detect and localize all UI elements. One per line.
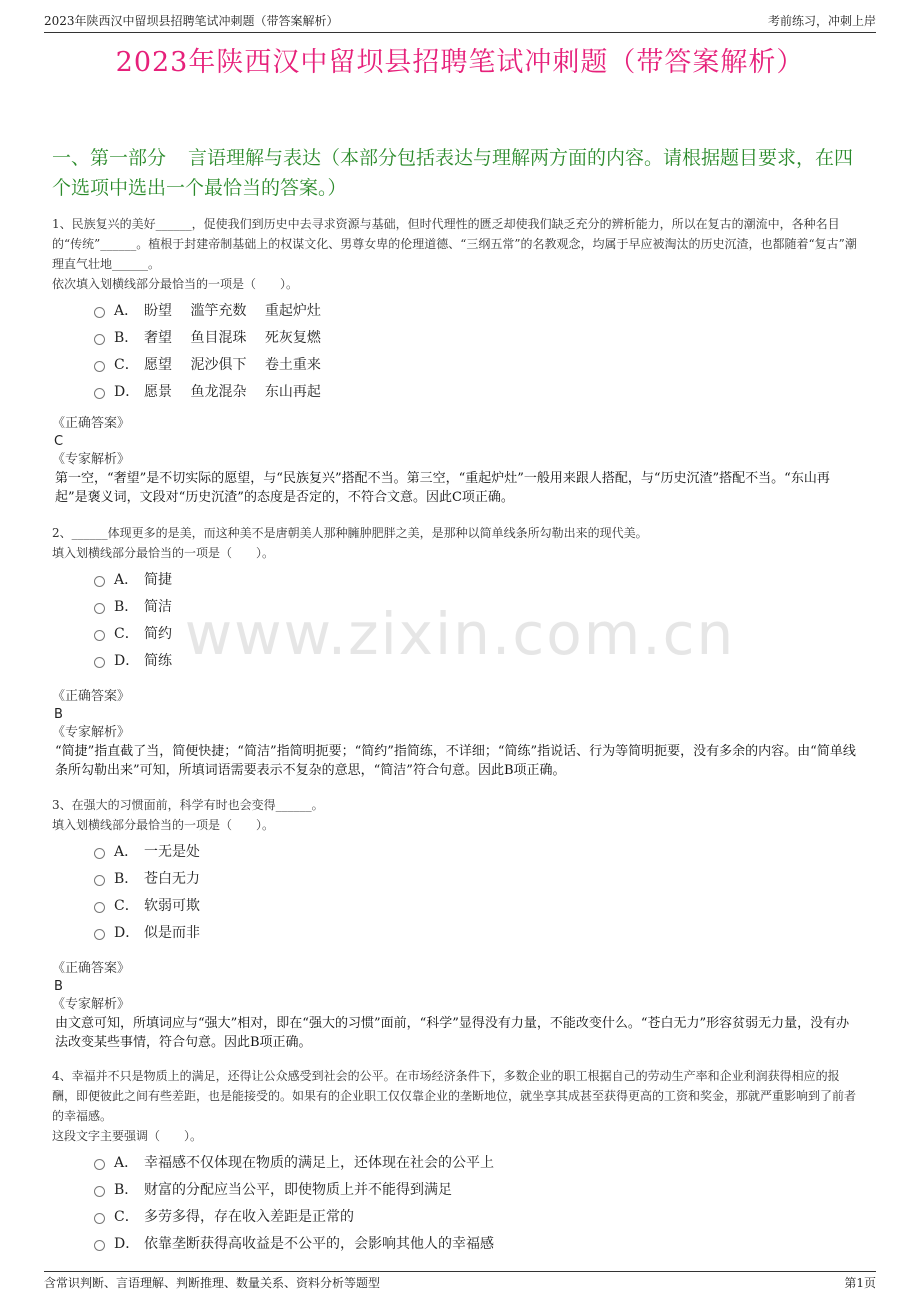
- option-letter: C．: [114, 898, 139, 914]
- option-text: 愿望 泥沙俱下 卷土重来: [144, 357, 321, 373]
- document-title: 2023年陕西汉中留坝县招聘笔试冲刺题（带答案解析）: [115, 47, 805, 78]
- option-letter: D．: [114, 925, 140, 941]
- expert-analysis: “简捷”指直截了当，简便快捷；“简洁”指简明扼要；“简约”指简练，不详细；“简练”指说话、行为等简明扼要，没有多余的内容。由“简单线条所勾勒出来”可知，所填词语需要表示不复杂的意思，“简洁”符合句意。因此B项正确。: [55, 744, 856, 778]
- option-text: 愿景 鱼龙混杂 东山再起: [144, 384, 321, 400]
- option-a[interactable]: [52, 567, 858, 594]
- answer-block-1: [52, 415, 858, 507]
- question-stem: 3、在强大的习惯面前，科学有时也会变得______。: [52, 798, 324, 812]
- option-list: [52, 298, 858, 406]
- option-text: 简练: [144, 653, 172, 669]
- answer-block-3: [52, 960, 858, 1052]
- option-list: [52, 839, 858, 947]
- option-letter: D．: [114, 1236, 140, 1252]
- option-text: 简约: [144, 626, 172, 642]
- option-text: 幸福感不仅体现在物质的满足上，还体现在社会的公平上: [144, 1155, 494, 1171]
- option-letter: D．: [114, 384, 140, 400]
- option-text: 软弱可欺: [144, 898, 200, 914]
- radio-button[interactable]: [94, 334, 105, 345]
- header-slogan: 考前练习，冲刺上岸: [767, 14, 876, 28]
- option-letter: C．: [114, 626, 139, 642]
- option-b[interactable]: [52, 866, 858, 893]
- radio-button[interactable]: [94, 1240, 105, 1251]
- answer-label: 《正确答案》: [52, 689, 131, 704]
- watermark: www.zixin.com.cn: [184, 600, 736, 668]
- answer-label: 《正确答案》: [52, 416, 131, 431]
- radio-button[interactable]: [94, 576, 105, 587]
- option-c[interactable]: [52, 1204, 858, 1231]
- correct-answer: B: [54, 979, 63, 994]
- option-text: 简捷: [144, 572, 172, 588]
- option-a[interactable]: [52, 298, 858, 325]
- option-letter: A．: [114, 303, 139, 319]
- expert-analysis: 第一空，“奢望”是不切实际的愿望，与“民族复兴”搭配不当。第三空，“重起炉灶”一般用来跟人搭配，与“历史沉渣”搭配不当。“东山再起”是褒义词，文段对“历史沉渣”的态度是否定的，不符合文意。因此C项正确。: [55, 471, 830, 505]
- question-stem: 2、______体现更多的是美，而这种美不是唐朝美人那种臃肿肥胖之美，是那种以简单线条所勾勒出来的现代美。: [52, 526, 648, 540]
- option-c[interactable]: [52, 621, 858, 648]
- question-3: [52, 795, 858, 947]
- radio-button[interactable]: [94, 361, 105, 372]
- option-letter: D．: [114, 653, 140, 669]
- radio-button[interactable]: [94, 848, 105, 859]
- radio-button[interactable]: [94, 1186, 105, 1197]
- option-text: 依靠垄断获得高收益是不公平的，会影响其他人的幸福感: [144, 1236, 494, 1252]
- section-part: 一、第一部分: [52, 147, 167, 169]
- option-a[interactable]: [52, 839, 858, 866]
- option-a[interactable]: [52, 1150, 858, 1177]
- option-d[interactable]: [52, 648, 858, 675]
- option-text: 多劳多得，存在收入差距是正常的: [144, 1209, 354, 1225]
- option-letter: A．: [114, 572, 139, 588]
- radio-button[interactable]: [94, 630, 105, 641]
- option-letter: B．: [114, 330, 139, 346]
- correct-answer: B: [54, 707, 63, 722]
- option-letter: C．: [114, 357, 139, 373]
- option-c[interactable]: [52, 893, 858, 920]
- option-b[interactable]: [52, 594, 858, 621]
- option-d[interactable]: [52, 920, 858, 947]
- option-text: 简洁: [144, 599, 172, 615]
- analysis-label: 《专家解析》: [52, 725, 131, 740]
- option-text: 盼望 滥竽充数 重起炉灶: [144, 303, 321, 319]
- page-number: 第1页: [844, 1276, 876, 1290]
- option-letter: B．: [114, 871, 139, 887]
- section-description: 言语理解与表达（本部分包括表达与理解两方面的内容。请根据题目要求，在四个选项中选出一个最恰当的答案。）: [52, 147, 854, 199]
- option-letter: B．: [114, 1182, 139, 1198]
- option-text: 财富的分配应当公平，即使物质上并不能得到满足: [144, 1182, 452, 1198]
- radio-button[interactable]: [94, 307, 105, 318]
- option-d[interactable]: [52, 379, 858, 406]
- option-letter: B．: [114, 599, 139, 615]
- option-text: 一无是处: [144, 844, 200, 860]
- option-list: [52, 1150, 858, 1258]
- option-list: [52, 567, 858, 675]
- question-2: [52, 523, 858, 675]
- header-title: 2023年陕西汉中留坝县招聘笔试冲刺题（带答案解析）: [44, 14, 339, 28]
- option-b[interactable]: [52, 325, 858, 352]
- analysis-label: 《专家解析》: [52, 997, 131, 1012]
- section-heading: [52, 143, 860, 203]
- option-letter: A．: [114, 844, 139, 860]
- option-text: 似是而非: [144, 925, 200, 941]
- question-stem: 4、幸福并不只是物质上的满足，还得让公众感受到社会的公平。在市场经济条件下，多数企业的职工根据自己的劳动生产率和企业利润获得相应的报酬，即便彼此之间有些差距，也是能接受的。如果有的企业职工仅仅靠企业的垄断地位，就坐享其成甚至获得更高的工资和奖金，那就严重影响到了前者的幸福感。: [52, 1069, 857, 1123]
- option-letter: A．: [114, 1155, 139, 1171]
- radio-button[interactable]: [94, 657, 105, 668]
- radio-button[interactable]: [94, 902, 105, 913]
- option-text: 苍白无力: [144, 871, 200, 887]
- radio-button[interactable]: [94, 929, 105, 940]
- question-prompt: 依次填入划横线部分最恰当的一项是（ ）。: [52, 277, 299, 291]
- radio-button[interactable]: [94, 1213, 105, 1224]
- question-stem: 1、民族复兴的美好______，促使我们到历史中去寻求资源与基础，但时代理性的匮乏却使我们缺乏充分的辨析能力，所以在复古的潮流中，各种名目的“传统”______。植根于封建帝制基础上的权谋文化、男尊女卑的伦理道德、“三纲五常”的名教观念，均属于早应被淘汰的历史沉渣，也都随着“复古”潮理直气壮地______。: [52, 217, 857, 271]
- page-footer: [44, 1271, 876, 1292]
- expert-analysis: 由文意可知，所填词应与“强大”相对，即在“强大的习惯”面前，“科学”显得没有力量，不能改变什么。“苍白无力”形容贫弱无力量，没有办法改变某些事情，符合句意。因此B项正确。: [55, 1016, 850, 1050]
- question-prompt: 填入划横线部分最恰当的一项是（ ）。: [52, 546, 275, 560]
- answer-block-2: [52, 688, 858, 780]
- analysis-label: 《专家解析》: [52, 452, 131, 467]
- option-letter: C．: [114, 1209, 139, 1225]
- question-prompt: 这段文字主要强调（ ）。: [52, 1129, 203, 1143]
- option-text: 奢望 鱼目混珠 死灰复燃: [144, 330, 321, 346]
- answer-label: 《正确答案》: [52, 961, 131, 976]
- option-b[interactable]: [52, 1177, 858, 1204]
- option-d[interactable]: [52, 1231, 858, 1258]
- correct-answer: C: [54, 434, 64, 449]
- option-c[interactable]: [52, 352, 858, 379]
- radio-button[interactable]: [94, 388, 105, 399]
- question-prompt: 填入划横线部分最恰当的一项是（ ）。: [52, 818, 275, 832]
- radio-button[interactable]: [94, 875, 105, 886]
- question-1: [52, 214, 858, 406]
- footer-description: 含常识判断、言语理解、判断推理、数量关系、资料分析等题型: [44, 1276, 381, 1290]
- page-header: [44, 10, 876, 33]
- question-4: [52, 1066, 858, 1258]
- radio-button[interactable]: [94, 603, 105, 614]
- radio-button[interactable]: [94, 1159, 105, 1170]
